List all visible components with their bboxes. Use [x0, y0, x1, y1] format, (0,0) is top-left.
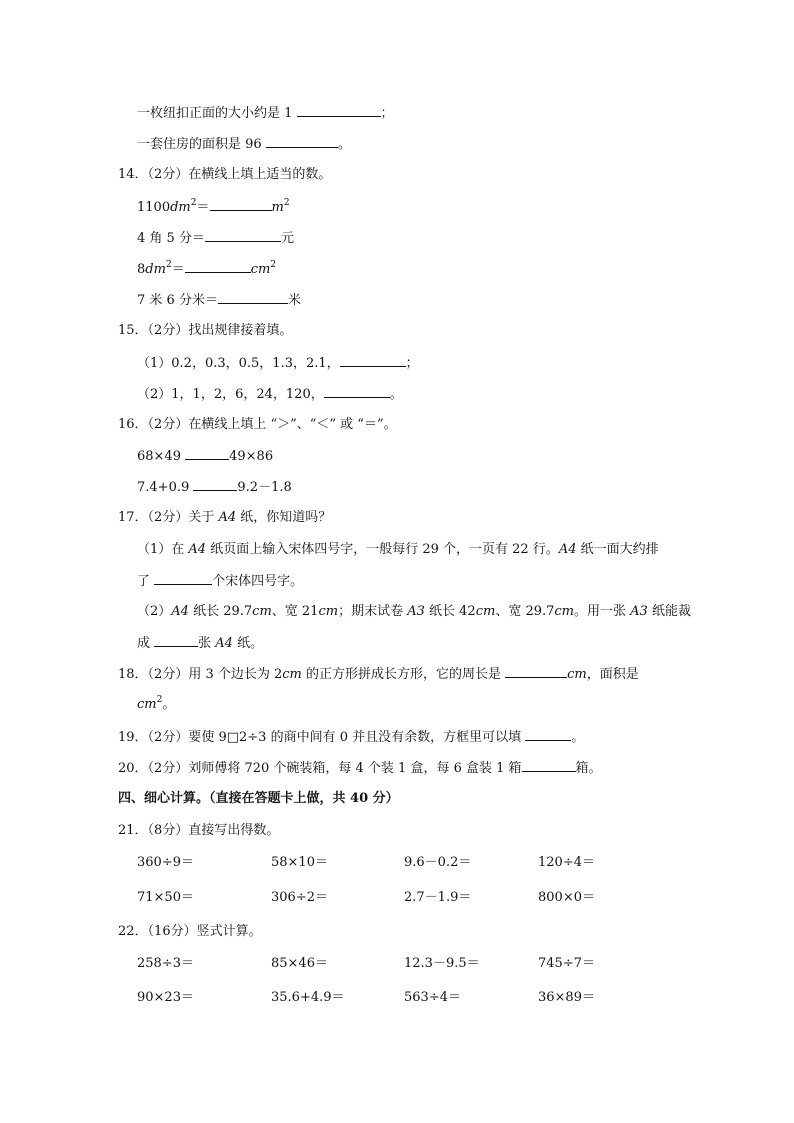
- answer-blank[interactable]: [218, 291, 288, 304]
- problem-item: 360÷9＝: [137, 855, 194, 870]
- q19-line: [118, 728, 584, 747]
- answer-blank[interactable]: [324, 385, 390, 398]
- answer-blank[interactable]: [340, 354, 406, 367]
- q16-c2-right: 9.2－1.8: [237, 480, 292, 495]
- problem-item: 258÷3＝: [137, 956, 194, 971]
- problem-item: 12.3－9.5＝: [404, 956, 480, 971]
- unit-cm: cm: [567, 667, 587, 682]
- answer-blank[interactable]: [210, 198, 272, 211]
- q17-p2-line2-a: 成: [137, 636, 155, 651]
- q17-p2-g: 。用一张: [574, 604, 631, 619]
- q19-text: 19．（2分）要使 9□2÷3 的商中间有 0 并且没有余数，方框里可以填: [118, 730, 526, 745]
- q16-c1-right: 49×86: [229, 449, 274, 464]
- q16-compare-2: [137, 478, 292, 497]
- equals-sign: ＝: [171, 262, 185, 277]
- q19-end: 。: [571, 730, 585, 745]
- superscript: 2: [283, 198, 290, 208]
- q17-p1-a: （1）在: [137, 542, 189, 557]
- q17-p2-d: ；期末试卷: [338, 604, 408, 619]
- q17-p1-b: 纸页面上输入宋体四号字，一般每行 29 个，一页有 22 行。: [206, 542, 559, 557]
- q17-p1-line2-b: 个宋体四号字。: [212, 574, 304, 589]
- problem-item: 306÷2＝: [271, 890, 328, 905]
- q14-l4-pre: 7 米 6 分米＝: [137, 293, 218, 308]
- unit-cm: cm: [252, 604, 272, 619]
- q13-line-a-text: 一枚纽扣正面的大小约是 1: [137, 106, 293, 121]
- q17-p1-line2-a: 了: [137, 574, 155, 589]
- q17-p1-c: 纸一面大约排: [576, 542, 659, 557]
- q16-c1-left: 68×49: [137, 449, 181, 464]
- equals-sign: ＝: [196, 200, 210, 215]
- q15-p2-text: （2）1，1，2，6，24，120，: [137, 387, 324, 402]
- q15-part-2: [137, 385, 403, 404]
- q17-title-pre: 17．（2分）关于: [118, 510, 219, 525]
- q22-problems: [137, 955, 697, 1015]
- q13-line-b-text: 一套住房的面积是 96: [137, 137, 262, 152]
- problem-item: 2.7－1.9＝: [404, 890, 472, 905]
- q15-part-1: [137, 354, 419, 373]
- answer-blank[interactable]: [522, 759, 576, 772]
- q21-title: 21．（8分）直接写出得数。: [118, 823, 280, 838]
- q17-p2-a: （2）: [137, 604, 172, 619]
- problem-item: 563÷4＝: [404, 990, 461, 1005]
- problem-item: 71×50＝: [137, 890, 194, 905]
- superscript: 2: [156, 695, 163, 705]
- answer-blank[interactable]: [185, 447, 229, 460]
- unit-cm: cm: [282, 667, 302, 682]
- q13-line-a-end: ；: [380, 106, 394, 121]
- answer-blank[interactable]: [266, 135, 338, 148]
- a3-label: A3: [407, 604, 425, 619]
- unit-cm: cm: [475, 604, 496, 619]
- q20-line: [118, 759, 602, 778]
- q18-line-1: [118, 665, 639, 684]
- q17-part-1-cont: [137, 572, 303, 591]
- a3-label: A3: [630, 604, 648, 619]
- a4-label: A4: [218, 510, 237, 525]
- problem-item: 90×23＝: [137, 990, 194, 1005]
- answer-blank[interactable]: [185, 260, 251, 273]
- superscript: 2: [270, 260, 277, 270]
- q13-line-a: [137, 104, 394, 123]
- q14-title: 14．（2分）在横线上填上适当的数。: [118, 167, 332, 182]
- unit-m: m: [271, 200, 284, 215]
- answer-blank[interactable]: [505, 665, 567, 678]
- problem-item: 36×89＝: [538, 990, 595, 1005]
- unit-cm: cm: [137, 697, 157, 712]
- problem-item: 800×0＝: [538, 890, 595, 905]
- superscript: 2: [190, 198, 197, 208]
- a4-label: A4: [188, 542, 207, 557]
- q14-line-3: [137, 260, 276, 279]
- q15-p1-text: （1）0.2，0.3，0.5，1.3，2.1，: [137, 356, 340, 371]
- answer-blank[interactable]: [205, 229, 281, 242]
- section-heading: 四、细心计算。（直接在答题卡上做，共 40 分）: [118, 791, 399, 806]
- q14-line-1: [137, 198, 290, 217]
- q17-p2-c: 、宽 21: [271, 604, 319, 619]
- problem-item: 58×10＝: [271, 855, 328, 870]
- q20-end: 箱。: [575, 761, 602, 776]
- answer-blank[interactable]: [525, 728, 571, 741]
- q17-part-2: [137, 603, 691, 621]
- q22-title: 22．（16分）竖式计算。: [118, 924, 262, 939]
- q17-p2-h: 纸能裁: [647, 604, 691, 619]
- q14-l2-pre: 4 角 5 分＝: [137, 231, 205, 246]
- superscript: 2: [165, 260, 172, 270]
- q17-p2-line2-b: 张: [198, 636, 216, 651]
- q18-mid: 的正方形拼成长方形，它的周长是: [301, 667, 506, 682]
- q17-part-1: [137, 541, 659, 559]
- q15-p2-end: 。: [389, 387, 403, 402]
- q17-p2-f: 、宽 29.7: [495, 604, 555, 619]
- q16-compare-1: [137, 447, 273, 466]
- problem-item: 35.6+4.9＝: [271, 990, 345, 1005]
- unit-cm: cm: [318, 604, 339, 619]
- unit-yuan: 元: [280, 231, 294, 246]
- q17-title: [118, 509, 331, 527]
- answer-blank[interactable]: [297, 104, 381, 117]
- problem-item: 9.6－0.2＝: [404, 855, 472, 870]
- answer-blank[interactable]: [193, 478, 237, 491]
- q13-line-b: [137, 135, 351, 154]
- q17-part-2-cont: [137, 634, 263, 653]
- q18-post: ，面积是: [586, 667, 639, 682]
- q17-title-post: 纸，你知道吗？: [236, 510, 332, 525]
- q17-p2-e: 纸长 42: [424, 604, 476, 619]
- q17-p2-line2-c: 纸。: [232, 636, 264, 651]
- unit-cm: cm: [250, 262, 271, 277]
- q17-p2-b: 纸长 29.7: [188, 604, 253, 619]
- unit-mi: 米: [287, 293, 301, 308]
- unit-dm: dm: [170, 200, 191, 215]
- answer-blank[interactable]: [154, 572, 212, 585]
- q16-c2-left: 7.4+0.9: [137, 480, 190, 495]
- q14-line-4: [137, 291, 301, 310]
- a4-label: A4: [558, 542, 577, 557]
- unit-cm: cm: [554, 604, 574, 619]
- problem-item: 745÷7＝: [538, 956, 595, 971]
- a4-label: A4: [215, 636, 233, 651]
- a4-label: A4: [171, 604, 189, 619]
- q14-l3-pre: 8: [137, 262, 146, 277]
- q15-title: 15．（2分）找出规律接着填。: [118, 323, 293, 338]
- q20-text: 20．（2分）刘师傅将 720 个碗装箱，每 4 个装 1 盒，每 6 盒装 1 箱: [118, 761, 522, 776]
- q18-line-2: [137, 696, 175, 714]
- q16-title: 16．（2分）在横线上填上 “＞”、“＜” 或 “＝”。: [118, 417, 397, 432]
- problem-item: 120÷4＝: [538, 855, 595, 870]
- q15-p1-end: ；: [405, 356, 419, 371]
- q14-l1-pre: 1100: [137, 200, 171, 215]
- unit-dm: dm: [145, 262, 166, 277]
- answer-blank[interactable]: [154, 634, 198, 647]
- q14-line-2: [137, 229, 294, 248]
- q18-end: 。: [162, 697, 176, 712]
- problem-item: 85×46＝: [271, 956, 328, 971]
- q21-problems: [137, 854, 697, 914]
- q18-pre: 18．（2分）用 3 个边长为 2: [118, 667, 283, 682]
- q13-line-b-end: 。: [337, 137, 351, 152]
